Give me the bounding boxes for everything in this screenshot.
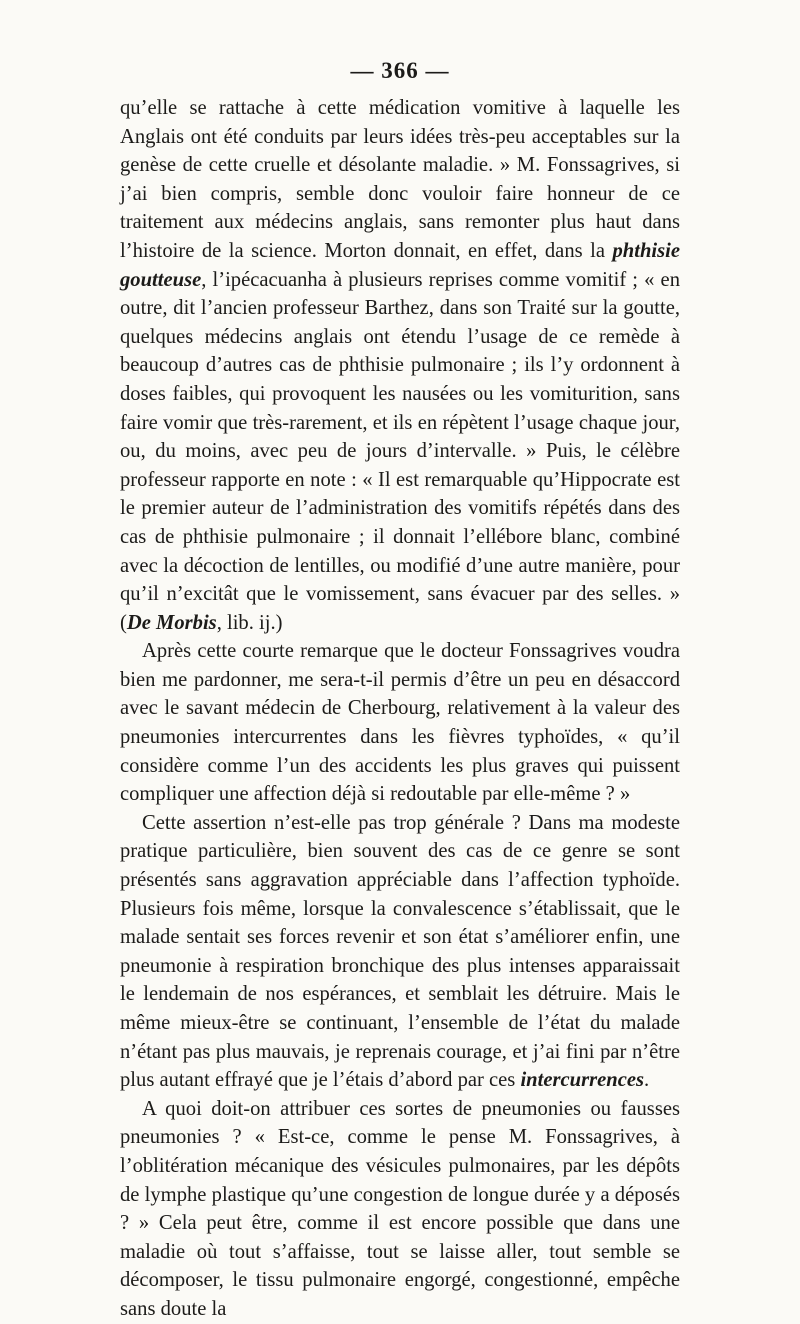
paragraph — [120, 637, 680, 809]
text-segment: , lib. ij.) — [216, 611, 283, 634]
italic-text: De Morbis — [126, 611, 217, 634]
italic-text: phthisie goutteuse — [120, 239, 680, 291]
paragraph — [120, 1095, 680, 1324]
page-number-header: — 366 — — [350, 58, 450, 83]
text-segment: A quoi doit-on attribuer ces sortes de pneumonies ou fausses pneumonies ? « Est-ce, comme le pense M. Fonssagrives, à l’oblitération mécanique des vésicules pulmonaires, par les dépôts de lymphe plastique qu’une congestion de longue durée y a déposés ? » Cela peut être, comme il est encore possible que dans une maladie où tout s’affaisse, tout se laisse aller, tout semble se décomposer, le tissu pulmonaire engorgé, congestionné, empêche sans doute la — [120, 1097, 680, 1320]
text-segment: . — [644, 1069, 650, 1092]
text-segment: Cette assertion n’est-elle pas trop générale ? Dans ma modeste pratique particulière, bien souvent des cas de ce genre se sont présentés sans aggravation appréciable dans l’affection typhoïde. Plusieurs fois même, lorsque la convalescence s’établissait, que le malade sentait ses forces revenir et son état s’améliorer enfin, une pneumonie à respiration bronchique des plus intenses apparaissait le lendemain de nos espérances, et semblait les détruire. Mais le même mieux-être se continuant, l’ensemble de l’état du malade n’étant pas plus mauvais, je reprenais courage, et j’ai fini par n’être plus autant effrayé que je l’étais d’abord par ces — [120, 811, 680, 1092]
text-segment: Après cette courte remarque que le docteur Fonssagrives voudra bien me pardonner, me sera-t-il permis d’être un peu en désaccord avec le savant médecin de Cherbourg, relativement à la valeur des pneumonies intercurrentes dans les fièvres typhoïdes, « qu’il considère comme l’un des accidents les plus graves qui puissent compliquer une affection déjà si redoutable par elle-même ? » — [120, 640, 680, 806]
italic-text: intercurrences — [520, 1069, 645, 1092]
body-text — [120, 94, 680, 1324]
paragraph — [120, 94, 680, 637]
text-segment: qu’elle se rattache à cette médication vomitive à laquelle les Anglais ont été conduits par leurs idées très-peu acceptables sur la genèse de cette cruelle et désolante maladie. » M. Fonssagrives, si j’ai bien compris, semble donc vouloir faire honneur de ce traitement aux médecins anglais, sans remonter plus haut dans l’histoire de la science. Morton donnait, en effet, dans la — [120, 97, 680, 262]
text-segment: , l’ipécacuanha à plusieurs reprises comme vomitif ; « en outre, dit l’ancien professeur Barthez, dans son Traité sur la goutte, quelques médecins anglais ont étendu l’usage de ce remède à beaucoup d’autres cas de phthisie pulmonaire ; ils l’y ordonnent à doses faibles, qui provoquent les nausées ou les vomiturition, sans faire vomir que très-rarement, et ils en répètent l’usage chaque jour, ou, du moins, avec peu de jours d’intervalle. » Puis, le célèbre professeur rapporte en note : « Il est remarquable qu’Hippocrate est le premier auteur de l’administration des vomitifs répétés dans des cas de phthisie pulmonaire ; il donnait l’ellébore blanc, combiné avec la décoction de lentilles, ou modifié d’une autre manière, pour qu’il n’excitât que le vomissement, sans évacuer par des selles. » ( — [120, 268, 680, 634]
paragraph — [120, 809, 680, 1095]
